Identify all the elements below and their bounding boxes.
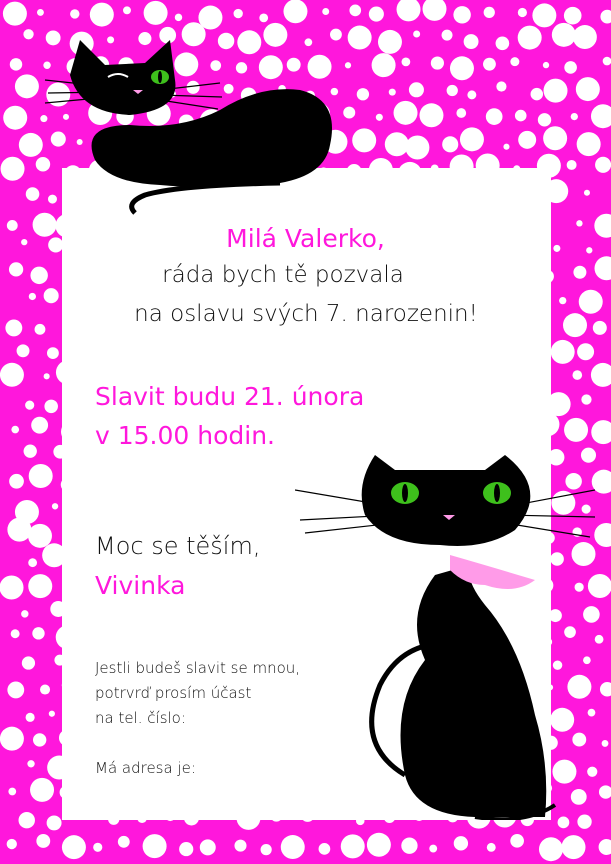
polka-dot bbox=[467, 90, 476, 99]
polka-dot bbox=[30, 778, 54, 802]
polka-dot bbox=[543, 126, 567, 150]
polka-dot bbox=[486, 108, 503, 125]
polka-dot bbox=[532, 3, 556, 27]
polka-dot bbox=[419, 103, 443, 127]
polka-dot bbox=[23, 29, 33, 39]
greeting-line-1: ráda bych tě pozvala bbox=[162, 262, 404, 288]
rsvp-address-label: Má adresa je: bbox=[95, 759, 196, 777]
polka-dot bbox=[503, 144, 509, 150]
polka-dot bbox=[29, 464, 53, 488]
polka-dot bbox=[17, 344, 30, 357]
polka-dot bbox=[22, 656, 35, 669]
polka-dot bbox=[234, 840, 246, 852]
polka-dot bbox=[33, 733, 46, 746]
polka-dot bbox=[564, 61, 577, 74]
polka-dot bbox=[36, 834, 50, 848]
polka-dot bbox=[581, 394, 591, 404]
polka-dot bbox=[584, 190, 590, 196]
polka-dot bbox=[543, 62, 549, 68]
polka-dot bbox=[40, 684, 50, 694]
polka-dot bbox=[3, 2, 27, 26]
polka-dot bbox=[15, 74, 39, 98]
polka-dot bbox=[496, 36, 510, 50]
polka-dot bbox=[25, 401, 34, 410]
polka-dot bbox=[454, 836, 468, 850]
polka-dot bbox=[531, 88, 543, 100]
greeting-name: Milá Valerko, bbox=[226, 224, 385, 253]
polka-dot bbox=[564, 7, 582, 25]
polka-dot bbox=[143, 834, 167, 858]
polka-dot bbox=[27, 760, 34, 767]
polka-dot bbox=[28, 574, 52, 598]
polka-dot bbox=[551, 340, 575, 364]
polka-dot bbox=[460, 127, 484, 151]
polka-dot bbox=[7, 518, 31, 542]
rsvp-line-2: potrvrď prosím účast bbox=[95, 684, 252, 702]
polka-dot bbox=[431, 56, 444, 69]
polka-dot bbox=[576, 77, 600, 101]
polka-dot bbox=[0, 727, 24, 751]
polka-dot bbox=[591, 420, 611, 444]
polka-dot bbox=[123, 6, 131, 14]
polka-dot bbox=[0, 363, 24, 387]
polka-dot bbox=[429, 845, 437, 853]
polka-dot bbox=[409, 82, 424, 97]
polka-dot bbox=[70, 9, 79, 18]
polka-dot bbox=[595, 157, 611, 173]
polka-dot bbox=[200, 839, 216, 855]
polka-dot bbox=[283, 0, 307, 23]
polka-dot bbox=[144, 1, 168, 25]
polka-dot bbox=[31, 417, 48, 434]
polka-dot bbox=[447, 85, 458, 96]
polka-dot bbox=[600, 682, 611, 697]
polka-dot bbox=[175, 14, 182, 21]
polka-dot bbox=[348, 26, 372, 50]
polka-dot bbox=[483, 58, 496, 71]
polka-dot bbox=[47, 347, 59, 359]
polka-dot bbox=[538, 113, 551, 126]
polka-dot bbox=[595, 635, 604, 644]
polka-dot bbox=[44, 400, 58, 414]
polka-dot bbox=[90, 3, 114, 27]
polka-dot bbox=[44, 373, 50, 379]
polka-dot bbox=[3, 106, 27, 130]
polka-dot bbox=[401, 838, 417, 854]
polka-dot bbox=[603, 57, 611, 66]
polka-dot bbox=[515, 110, 527, 122]
rsvp-line-1: Jestli budeš slavit se mnou, bbox=[95, 659, 301, 677]
polka-dot bbox=[29, 293, 36, 300]
polka-dot bbox=[573, 25, 597, 49]
polka-dot bbox=[577, 343, 594, 360]
polka-dot bbox=[600, 10, 611, 24]
polka-dot bbox=[544, 79, 568, 103]
polka-dot bbox=[349, 5, 361, 17]
polka-dot bbox=[385, 132, 409, 156]
polka-dot bbox=[322, 8, 329, 15]
polka-dot bbox=[28, 524, 52, 548]
polka-dot bbox=[577, 132, 601, 156]
polka-dot bbox=[572, 370, 582, 380]
polka-dot bbox=[496, 81, 506, 91]
polka-dot bbox=[394, 101, 418, 125]
polka-dot bbox=[376, 114, 383, 121]
polka-dot bbox=[413, 30, 420, 37]
polka-dot bbox=[510, 834, 524, 848]
polka-dot bbox=[487, 843, 496, 852]
polka-dot bbox=[7, 839, 17, 849]
polka-dot bbox=[464, 34, 479, 49]
polka-dot bbox=[1, 157, 25, 181]
polka-dot bbox=[341, 834, 365, 858]
polka-dot bbox=[11, 629, 20, 638]
polka-dot bbox=[510, 57, 519, 66]
polka-dot bbox=[518, 26, 542, 50]
polka-dot bbox=[352, 128, 376, 152]
polka-dot bbox=[52, 503, 58, 509]
polka-dot bbox=[11, 426, 19, 434]
polka-dot bbox=[369, 6, 384, 21]
polka-dot bbox=[562, 835, 586, 859]
polka-dot bbox=[456, 108, 466, 118]
polka-dot bbox=[594, 523, 611, 547]
polka-dot bbox=[552, 23, 576, 47]
polka-dot bbox=[423, 0, 447, 21]
polka-dot bbox=[518, 8, 527, 17]
polka-dot bbox=[234, 9, 243, 18]
sitting-cat-icon bbox=[295, 445, 595, 820]
polka-dot bbox=[0, 576, 24, 600]
event-date: Slavit budu 21. února bbox=[95, 382, 365, 411]
polka-dot bbox=[47, 815, 62, 830]
polka-dot bbox=[281, 835, 305, 859]
polka-dot bbox=[442, 136, 458, 152]
polka-dot bbox=[484, 7, 495, 18]
winking-cat-icon bbox=[40, 35, 350, 225]
polka-dot bbox=[261, 844, 272, 855]
polka-dot bbox=[19, 812, 35, 828]
signature: Vivinka bbox=[95, 571, 186, 600]
polka-dot bbox=[8, 788, 16, 796]
polka-dot bbox=[591, 363, 611, 387]
polka-dot bbox=[564, 418, 588, 442]
polka-dot bbox=[367, 833, 391, 857]
polka-dot bbox=[21, 610, 28, 617]
polka-dot bbox=[571, 113, 578, 120]
polka-dot bbox=[599, 785, 611, 798]
closing-line: Moc se těším, bbox=[95, 532, 261, 560]
polka-dot bbox=[453, 6, 470, 23]
polka-dot bbox=[259, 13, 268, 22]
polka-dot bbox=[599, 839, 611, 855]
polka-dot bbox=[7, 682, 24, 699]
polka-dot bbox=[602, 740, 609, 747]
greeting-line-2: na oslavu svých 7. narozenin! bbox=[134, 301, 478, 327]
rsvp-phone-label: na tel. číslo: bbox=[95, 709, 186, 727]
polka-dot bbox=[62, 835, 86, 859]
polka-dot bbox=[450, 56, 474, 80]
polka-dot bbox=[442, 30, 453, 41]
polka-dot bbox=[389, 89, 396, 96]
polka-dot bbox=[591, 104, 611, 128]
polka-dot bbox=[319, 843, 331, 855]
polka-dot bbox=[397, 0, 421, 21]
polka-dot bbox=[357, 88, 369, 100]
polka-dot bbox=[49, 711, 55, 717]
polka-dot bbox=[26, 713, 35, 722]
polka-dot bbox=[401, 57, 410, 66]
polka-dot bbox=[10, 58, 22, 70]
polka-dot bbox=[518, 131, 536, 149]
polka-dot bbox=[28, 558, 37, 567]
polka-dot bbox=[32, 627, 44, 639]
polka-dot bbox=[378, 30, 402, 54]
polka-dot bbox=[118, 836, 130, 848]
polka-dot bbox=[372, 53, 396, 77]
polka-dot bbox=[37, 9, 44, 16]
polka-dot bbox=[567, 160, 577, 170]
polka-dot bbox=[405, 135, 429, 159]
polka-dot bbox=[594, 256, 611, 280]
polka-dot bbox=[573, 266, 586, 279]
event-time: v 15.00 hodin. bbox=[95, 421, 276, 450]
polka-dot bbox=[26, 187, 40, 201]
polka-dot bbox=[24, 445, 37, 458]
polka-dot bbox=[93, 843, 102, 852]
polka-dot bbox=[179, 842, 193, 856]
polka-dot bbox=[9, 474, 24, 489]
polka-dot bbox=[539, 837, 563, 861]
